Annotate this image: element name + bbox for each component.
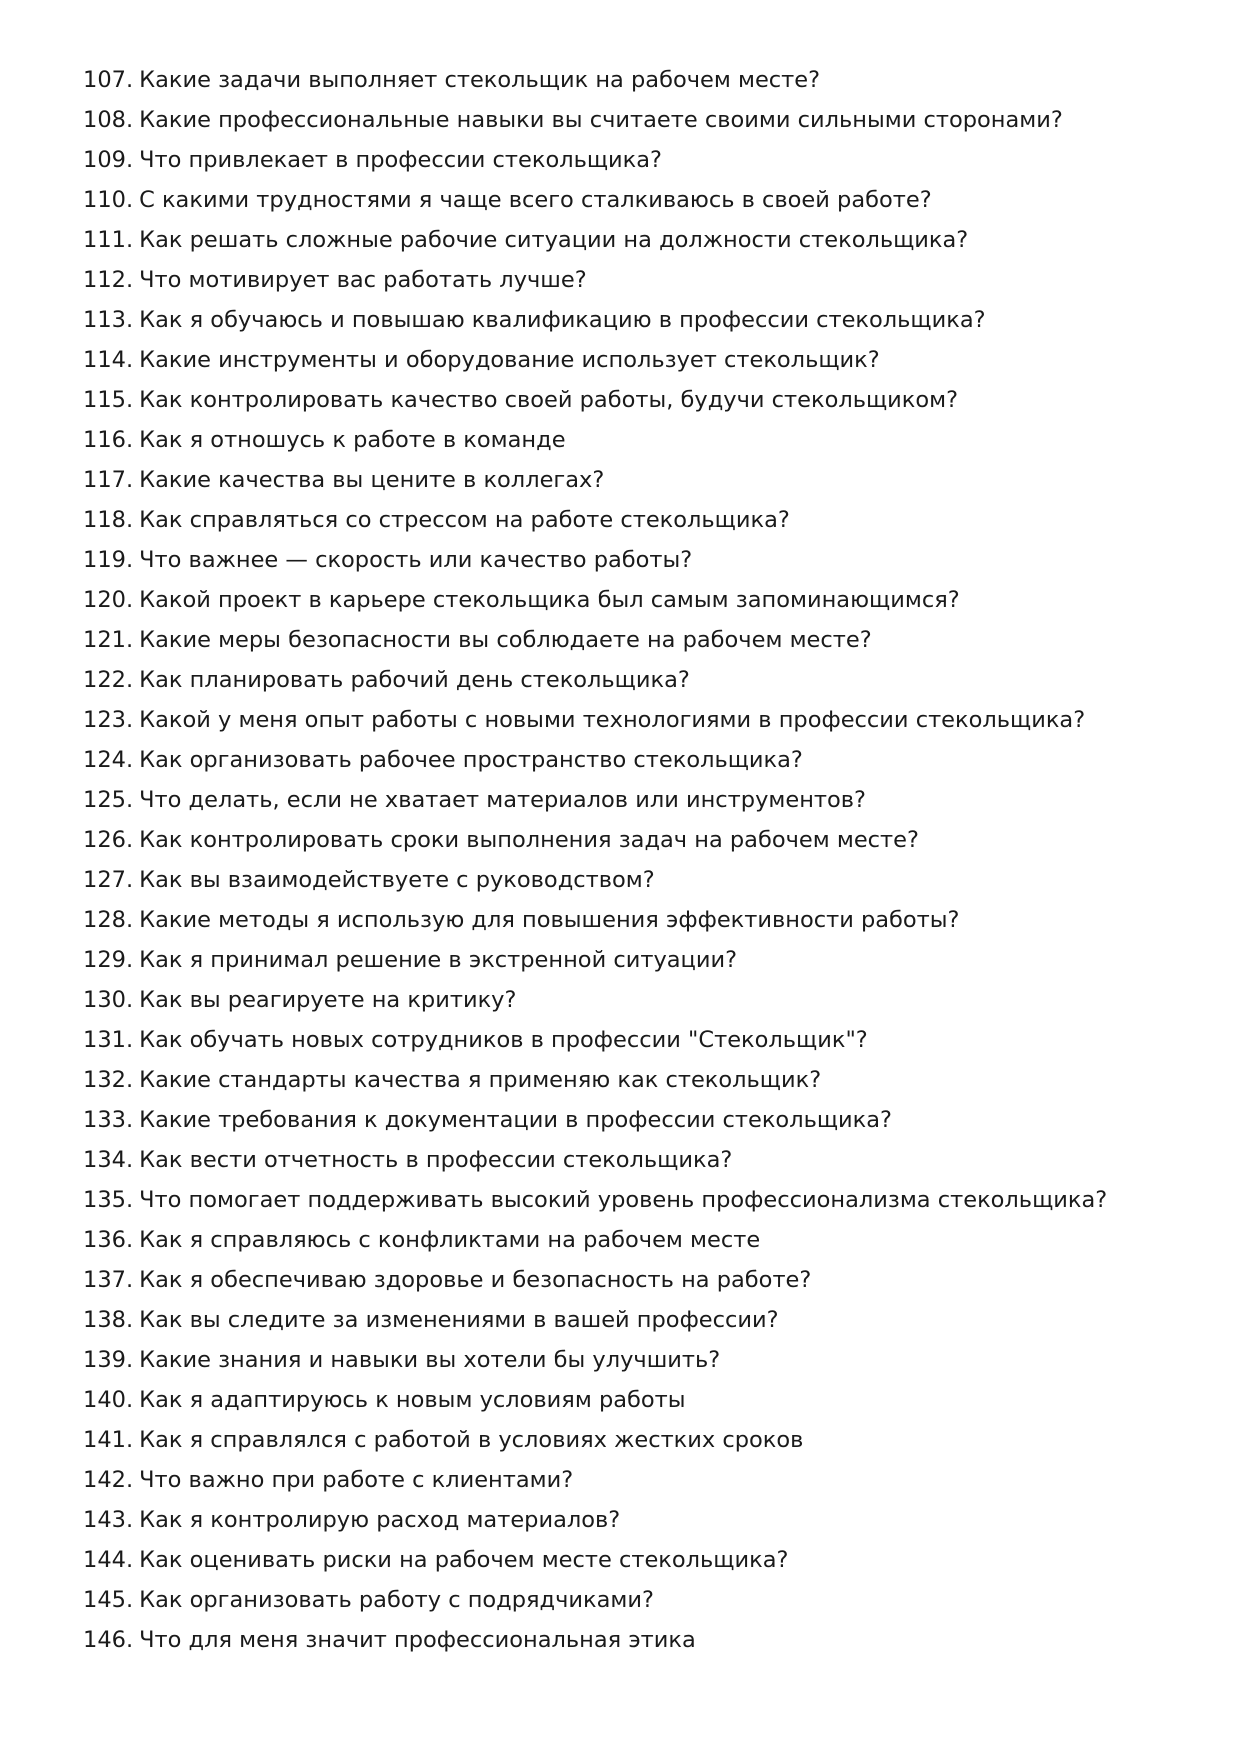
question-text: Какие профессиональные навыки вы считаете своими сильными сторонами?: [139, 107, 1063, 133]
question-number: 137.: [83, 1267, 134, 1293]
question-number: 142.: [83, 1467, 134, 1493]
question-text: Как вы следите за изменениями в вашей профессии?: [139, 1307, 779, 1333]
question-number: 107.: [83, 67, 134, 93]
question-text: Какие меры безопасности вы соблюдаете на рабочем месте?: [139, 627, 872, 653]
list-item: [83, 660, 1183, 700]
question-text: Как планировать рабочий день стекольщика?: [139, 667, 690, 693]
question-number: 113.: [83, 307, 134, 333]
list-item: [83, 580, 1183, 620]
question-number: 128.: [83, 907, 134, 933]
list-item: [83, 980, 1183, 1020]
question-text: Что мотивирует вас работать лучше?: [139, 267, 587, 293]
list-item: [83, 380, 1183, 420]
list-item: [83, 700, 1183, 740]
question-text: Как контролировать сроки выполнения задач на рабочем месте?: [139, 827, 919, 853]
question-text: С какими трудностями я чаще всего сталкиваюсь в своей работе?: [139, 187, 932, 213]
question-text: Что важно при работе с клиентами?: [139, 1467, 574, 1493]
question-number: 129.: [83, 947, 134, 973]
question-text: Как решать сложные рабочие ситуации на должности стекольщика?: [139, 227, 969, 253]
question-number: 122.: [83, 667, 134, 693]
question-number: 136.: [83, 1227, 134, 1253]
question-number: 132.: [83, 1067, 134, 1093]
list-item: [83, 1460, 1183, 1500]
question-text: Как организовать рабочее пространство стекольщика?: [139, 747, 803, 773]
question-number: 119.: [83, 547, 134, 573]
question-number: 145.: [83, 1587, 134, 1613]
question-number: 111.: [83, 227, 134, 253]
question-text: Как я отношусь к работе в команде: [139, 427, 566, 453]
list-item: [83, 300, 1183, 340]
question-text: Как вы реагируете на критику?: [139, 987, 517, 1013]
list-item: [83, 220, 1183, 260]
question-number: 131.: [83, 1027, 134, 1053]
question-text: Как вы взаимодействуете с руководством?: [139, 867, 655, 893]
list-item: [83, 60, 1183, 100]
question-text: Что важнее — скорость или качество работы?: [139, 547, 693, 573]
list-item: [83, 1260, 1183, 1300]
question-text: Как я обеспечиваю здоровье и безопасность на работе?: [139, 1267, 812, 1293]
list-item: [83, 420, 1183, 460]
question-number: 109.: [83, 147, 134, 173]
list-item: [83, 1180, 1183, 1220]
question-number: 141.: [83, 1427, 134, 1453]
question-text: Как вести отчетность в профессии стекольщика?: [139, 1147, 733, 1173]
question-number: 115.: [83, 387, 134, 413]
list-item: [83, 1420, 1183, 1460]
question-text: Какой проект в карьере стекольщика был самым запоминающимся?: [139, 587, 960, 613]
question-text: Как я справлялся с работой в условиях жестких сроков: [139, 1427, 804, 1453]
question-text: Какие знания и навыки вы хотели бы улучшить?: [139, 1347, 721, 1373]
question-number: 108.: [83, 107, 134, 133]
question-number: 112.: [83, 267, 134, 293]
question-number: 138.: [83, 1307, 134, 1333]
question-number: 130.: [83, 987, 134, 1013]
list-item: [83, 1340, 1183, 1380]
list-item: [83, 1380, 1183, 1420]
question-number: 124.: [83, 747, 134, 773]
question-text: Как справляться со стрессом на работе стекольщика?: [139, 507, 790, 533]
list-item: [83, 1500, 1183, 1540]
list-item: [83, 740, 1183, 780]
list-item: [83, 620, 1183, 660]
question-number: 146.: [83, 1627, 134, 1653]
question-text: Как я адаптируюсь к новым условиям работы: [139, 1387, 686, 1413]
question-number: 135.: [83, 1187, 134, 1213]
list-item: [83, 140, 1183, 180]
question-text: Как я контролирую расход материалов?: [139, 1507, 621, 1533]
question-text: Как я справляюсь с конфликтами на рабочем месте: [139, 1227, 761, 1253]
question-number: 116.: [83, 427, 134, 453]
question-text: Что привлекает в профессии стекольщика?: [139, 147, 662, 173]
list-item: [83, 540, 1183, 580]
question-number: 140.: [83, 1387, 134, 1413]
list-item: [83, 1540, 1183, 1580]
list-item: [83, 460, 1183, 500]
question-number: 139.: [83, 1347, 134, 1373]
list-item: [83, 1020, 1183, 1060]
question-text: Какие методы я использую для повышения эффективности работы?: [139, 907, 960, 933]
question-number: 110.: [83, 187, 134, 213]
list-item: [83, 940, 1183, 980]
document-page: [83, 60, 1183, 1660]
list-item: [83, 900, 1183, 940]
question-number: 144.: [83, 1547, 134, 1573]
list-item: [83, 180, 1183, 220]
list-item: [83, 1300, 1183, 1340]
list-item: [83, 1060, 1183, 1100]
question-text: Как я обучаюсь и повышаю квалификацию в профессии стекольщика?: [139, 307, 986, 333]
question-text: Что помогает поддерживать высокий уровень профессионализма стекольщика?: [139, 1187, 1108, 1213]
list-item: [83, 1100, 1183, 1140]
question-text: Какие качества вы цените в коллегах?: [139, 467, 605, 493]
question-text: Какие инструменты и оборудование использует стекольщик?: [139, 347, 880, 373]
list-item: [83, 780, 1183, 820]
list-item: [83, 1580, 1183, 1620]
question-text: Какие задачи выполняет стекольщик на рабочем месте?: [139, 67, 821, 93]
list-item: [83, 1220, 1183, 1260]
question-text: Как я принимал решение в экстренной ситуации?: [139, 947, 738, 973]
question-number: 127.: [83, 867, 134, 893]
question-text: Какие стандарты качества я применяю как стекольщик?: [139, 1067, 822, 1093]
question-number: 121.: [83, 627, 134, 653]
question-number: 143.: [83, 1507, 134, 1533]
question-text: Как оценивать риски на рабочем месте стекольщика?: [139, 1547, 789, 1573]
question-text: Как обучать новых сотрудников в профессии "Стекольщик"?: [139, 1027, 868, 1053]
question-number: 120.: [83, 587, 134, 613]
question-number: 123.: [83, 707, 134, 733]
list-item: [83, 1620, 1183, 1660]
list-item: [83, 260, 1183, 300]
list-item: [83, 1140, 1183, 1180]
question-number: 125.: [83, 787, 134, 813]
list-item: [83, 820, 1183, 860]
question-text: Что делать, если не хватает материалов или инструментов?: [139, 787, 866, 813]
list-item: [83, 100, 1183, 140]
question-number: 134.: [83, 1147, 134, 1173]
question-text: Что для меня значит профессиональная этика: [139, 1627, 696, 1653]
question-number: 133.: [83, 1107, 134, 1133]
list-item: [83, 340, 1183, 380]
list-item: [83, 860, 1183, 900]
question-text: Какие требования к документации в профессии стекольщика?: [139, 1107, 892, 1133]
question-number: 117.: [83, 467, 134, 493]
list-item: [83, 500, 1183, 540]
question-text: Как контролировать качество своей работы, будучи стекольщиком?: [139, 387, 959, 413]
question-list: [83, 60, 1183, 1660]
question-text: Какой у меня опыт работы с новыми технологиями в профессии стекольщика?: [139, 707, 1086, 733]
question-number: 126.: [83, 827, 134, 853]
question-number: 118.: [83, 507, 134, 533]
question-number: 114.: [83, 347, 134, 373]
question-text: Как организовать работу с подрядчиками?: [139, 1587, 654, 1613]
